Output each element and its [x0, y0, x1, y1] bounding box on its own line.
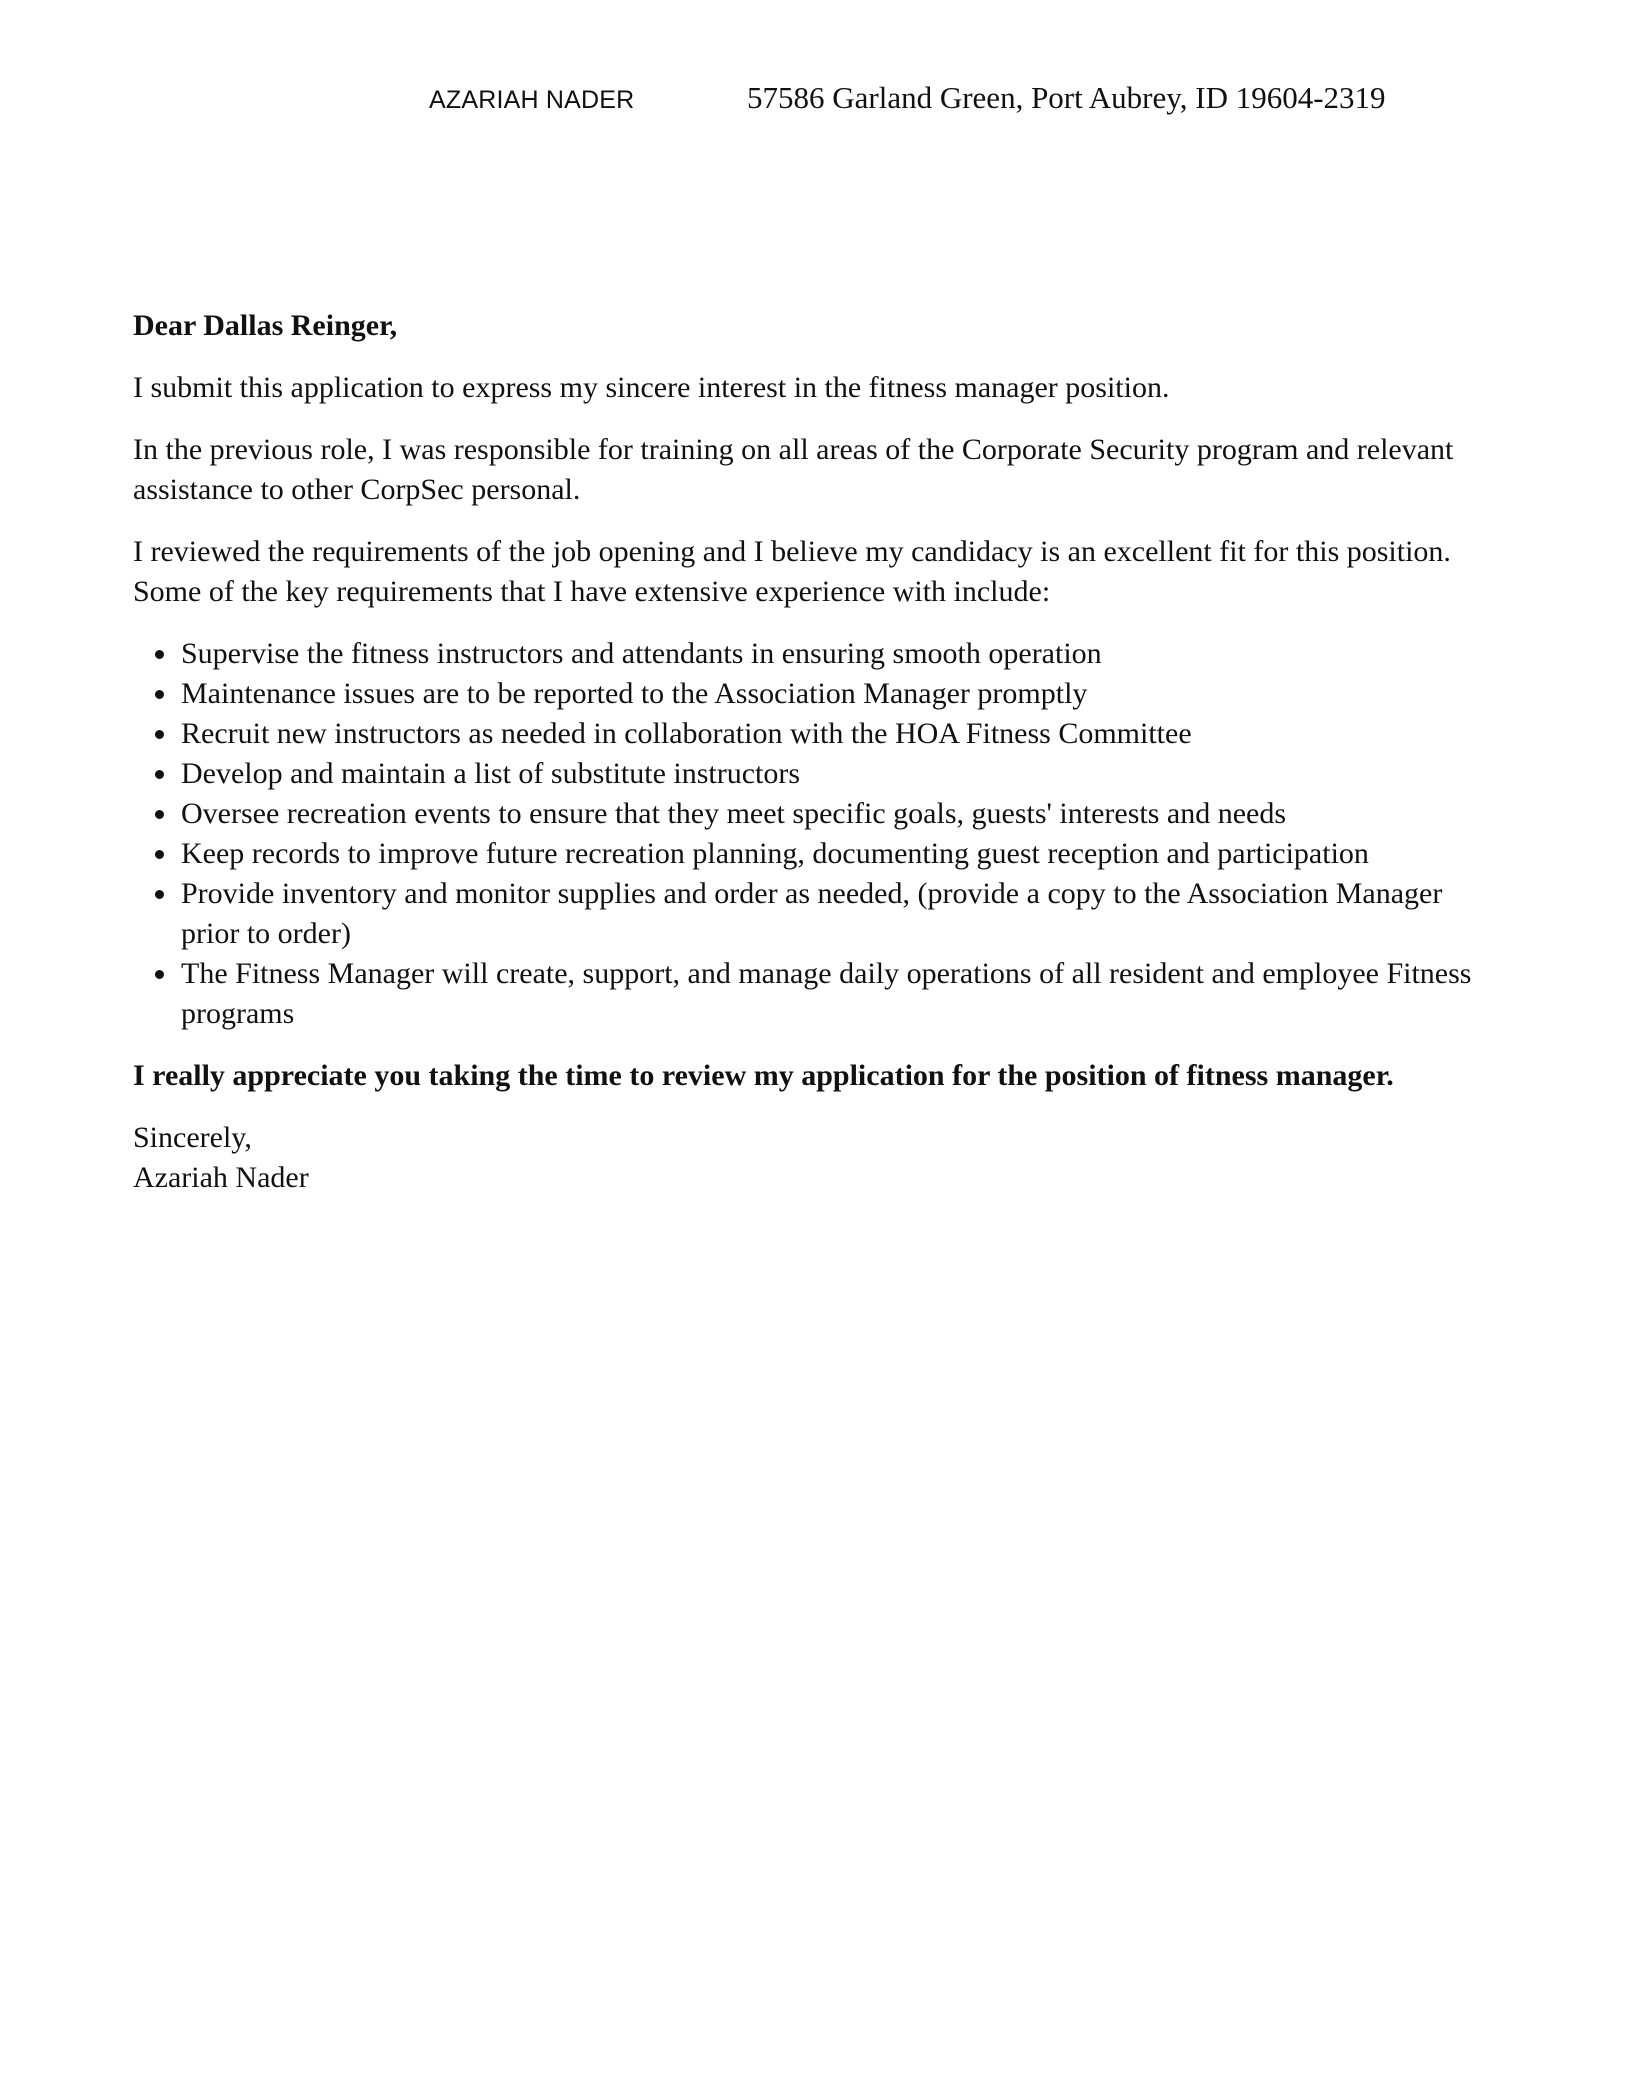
requirements-intro-paragraph: I reviewed the requirements of the job opening and I believe my candidacy is an excellent fit for this position. Some of the key requirements that I have extensive experience with include:: [133, 535, 1451, 608]
salutation: Dear Dallas Reinger,: [133, 309, 398, 342]
signature-name: Azariah Nader: [133, 1161, 309, 1194]
requirement-item: Oversee recreation events to ensure that they meet specific goals, guests' interests and needs: [181, 794, 1503, 834]
letter-header: [0, 80, 1632, 124]
closing-statement: I really appreciate you taking the time to review my application for the position of fitness manager.: [133, 1059, 1394, 1092]
letter-body: [133, 306, 1503, 1198]
sender-name: AZARIAH NADER: [429, 86, 635, 114]
intro-paragraph: I submit this application to express my sincere interest in the fitness manager position.: [133, 371, 1170, 404]
requirements-list: [133, 634, 1503, 1034]
requirement-item: Provide inventory and monitor supplies and order as needed, (provide a copy to the Association Manager prior to order): [181, 874, 1503, 954]
requirement-item: Develop and maintain a list of substitute instructors: [181, 754, 1503, 794]
requirement-item: The Fitness Manager will create, support, and manage daily operations of all resident and employee Fitness programs: [181, 954, 1503, 1034]
requirement-item: Maintenance issues are to be reported to the Association Manager promptly: [181, 674, 1503, 714]
requirement-item: Supervise the fitness instructors and attendants in ensuring smooth operation: [181, 634, 1503, 674]
previous-role-paragraph: In the previous role, I was responsible for training on all areas of the Corporate Security program and relevant assistance to other CorpSec personal.: [133, 433, 1454, 506]
requirement-item: Recruit new instructors as needed in collaboration with the HOA Fitness Committee: [181, 714, 1503, 754]
sender-address: 57586 Garland Green, Port Aubrey, ID 19604-2319: [747, 80, 1386, 115]
requirement-item: Keep records to improve future recreation planning, documenting guest reception and participation: [181, 834, 1503, 874]
valediction: Sincerely,: [133, 1121, 252, 1154]
